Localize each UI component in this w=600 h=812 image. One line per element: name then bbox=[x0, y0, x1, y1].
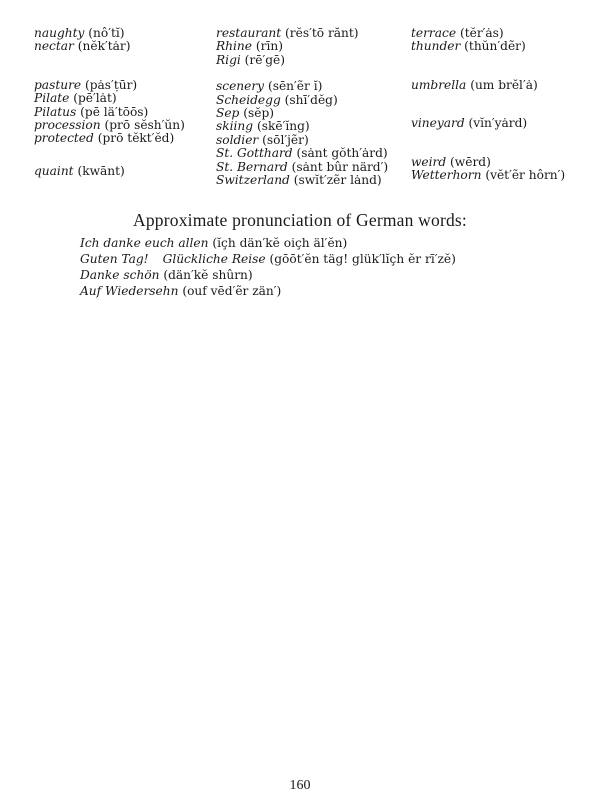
glossary-entry bbox=[34, 27, 214, 40]
entry-word: terrace bbox=[411, 26, 457, 40]
entry-word: scenery bbox=[216, 79, 265, 94]
entry-gap bbox=[34, 146, 214, 165]
entry-pronunciation: (pē lä′tōōs) bbox=[80, 104, 149, 119]
glossary-entry bbox=[34, 79, 214, 92]
entry-word: skiing bbox=[216, 119, 254, 134]
entry-gap bbox=[34, 54, 214, 79]
entry-pronunciation: (sĕp) bbox=[243, 106, 275, 121]
german-pronunciation: (dän′kĕ shûrn) bbox=[163, 268, 253, 282]
entry-word: Pilate bbox=[34, 91, 70, 106]
entry-word: Rigi bbox=[216, 52, 241, 67]
german-phrase-line bbox=[80, 251, 456, 267]
glossary-entry bbox=[216, 147, 411, 160]
entry-pronunciation: (prō tĕkt′ĕd) bbox=[97, 131, 175, 146]
glossary-column-2 bbox=[216, 27, 411, 187]
entry-word: procession bbox=[34, 118, 101, 133]
glossary-entry bbox=[216, 94, 411, 107]
glossary-entry bbox=[216, 174, 411, 187]
entry-gap bbox=[411, 54, 596, 79]
entry-pronunciation: (sȧnt bûr närd′) bbox=[291, 159, 389, 174]
entry-word: nectar bbox=[34, 39, 74, 54]
german-phrases bbox=[80, 235, 456, 299]
entry-word: quaint bbox=[34, 163, 74, 178]
glossary-entry bbox=[216, 134, 411, 147]
entry-word: restaurant bbox=[216, 26, 282, 40]
glossary-entry bbox=[411, 169, 596, 182]
entry-pronunciation: (wērd) bbox=[450, 154, 491, 169]
glossary-entry bbox=[216, 27, 411, 40]
glossary-entry bbox=[411, 79, 596, 92]
glossary-entry bbox=[216, 40, 411, 53]
glossary-entry bbox=[34, 119, 214, 132]
entry-pronunciation: (rīn) bbox=[255, 39, 283, 54]
glossary-entry bbox=[34, 165, 214, 178]
entry-word: umbrella bbox=[411, 77, 467, 92]
entry-pronunciation: (um brĕl′ȧ) bbox=[470, 77, 538, 92]
entry-word: Switzerland bbox=[216, 173, 290, 188]
german-phrase-line bbox=[80, 235, 456, 251]
glossary-entry bbox=[411, 40, 596, 53]
entry-pronunciation: (vĕt′ẽr hôrn′) bbox=[485, 168, 566, 183]
german-phrase: Ich danke euch allen bbox=[80, 236, 209, 250]
glossary-entry bbox=[34, 106, 214, 119]
glossary-column-1 bbox=[34, 27, 214, 178]
entry-word: thunder bbox=[411, 39, 461, 54]
german-phrase: Danke schön bbox=[80, 268, 160, 282]
entry-pronunciation: (sȧnt gŏth′ȧrd) bbox=[296, 146, 388, 161]
entry-pronunciation: (prō sĕsh′ŭn) bbox=[104, 118, 185, 133]
glossary-entry bbox=[216, 161, 411, 174]
german-phrase: Auf Wiedersehn bbox=[80, 284, 179, 298]
entry-word: protected bbox=[34, 131, 94, 146]
entry-pronunciation: (rē′gē) bbox=[244, 52, 285, 67]
entry-pronunciation: (nĕk′tȧr) bbox=[77, 39, 131, 54]
entry-pronunciation: (vĭn′yȧrd) bbox=[468, 116, 528, 131]
glossary-entry bbox=[34, 40, 214, 53]
german-pronunciation: (gōōt′ĕn täg! glük′lĭçh ĕr rī′zĕ) bbox=[269, 252, 456, 266]
german-pronunciation: (ĭçh dän′kĕ oiçh äl′ĕn) bbox=[212, 236, 348, 250]
glossary-entry bbox=[34, 92, 214, 105]
glossary-entry bbox=[216, 54, 411, 67]
entry-gap bbox=[411, 131, 596, 156]
page-number: 160 bbox=[289, 778, 311, 793]
entry-word: pasture bbox=[34, 77, 82, 92]
entry-word: weird bbox=[411, 154, 447, 169]
german-phrase: Guten Tag! bbox=[80, 252, 149, 266]
entry-word: Pilatus bbox=[34, 104, 77, 119]
entry-word: Rhine bbox=[216, 39, 252, 54]
glossary-column-3 bbox=[411, 27, 596, 182]
entry-word: Wetterhorn bbox=[411, 168, 482, 183]
glossary-entry bbox=[216, 80, 411, 93]
glossary-entry bbox=[411, 156, 596, 169]
entry-word: naughty bbox=[34, 26, 85, 40]
entry-pronunciation: (pē′lȧt) bbox=[73, 91, 117, 106]
entry-pronunciation: (skē′ĭng) bbox=[256, 119, 310, 134]
german-phrase-line bbox=[80, 283, 456, 299]
entry-pronunciation: (kwānt) bbox=[77, 163, 125, 178]
entry-word: St. Gotthard bbox=[216, 146, 293, 161]
german-phrase-line bbox=[80, 267, 456, 283]
entry-pronunciation: (rĕs′tō rănt) bbox=[285, 26, 359, 40]
entry-pronunciation: (pȧs′ṭūr) bbox=[84, 77, 138, 92]
entry-word: vineyard bbox=[411, 116, 465, 131]
entry-pronunciation: (sēn′ẽr ĭ) bbox=[267, 79, 323, 94]
entry-word: St. Bernard bbox=[216, 159, 288, 174]
entry-pronunciation: (tĕr′ȧs) bbox=[459, 26, 504, 40]
entry-pronunciation: (shī′dĕg) bbox=[284, 92, 338, 107]
glossary-entry bbox=[216, 120, 411, 133]
entry-pronunciation: (nô′tĭ) bbox=[88, 26, 125, 40]
entry-pronunciation: (sōl′jẽr) bbox=[262, 132, 309, 147]
entry-pronunciation: (thŭn′dẽr) bbox=[464, 39, 526, 54]
german-phrase: Glückliche Reise bbox=[162, 252, 266, 266]
entry-pronunciation: (swĭt′zẽr lȧnd) bbox=[293, 173, 382, 188]
section-heading: Approximate pronunciation of German words: bbox=[132, 210, 467, 230]
entry-gap bbox=[411, 92, 596, 117]
glossary-entry bbox=[34, 132, 214, 145]
entry-word: Sep bbox=[216, 106, 240, 121]
glossary-entry bbox=[411, 27, 596, 40]
german-pronunciation: (ouf vēd′ẽr zän′) bbox=[182, 284, 282, 298]
glossary-entry bbox=[216, 107, 411, 120]
entry-word: Scheidegg bbox=[216, 92, 281, 107]
glossary-entry bbox=[411, 117, 596, 130]
entry-word: soldier bbox=[216, 132, 259, 147]
